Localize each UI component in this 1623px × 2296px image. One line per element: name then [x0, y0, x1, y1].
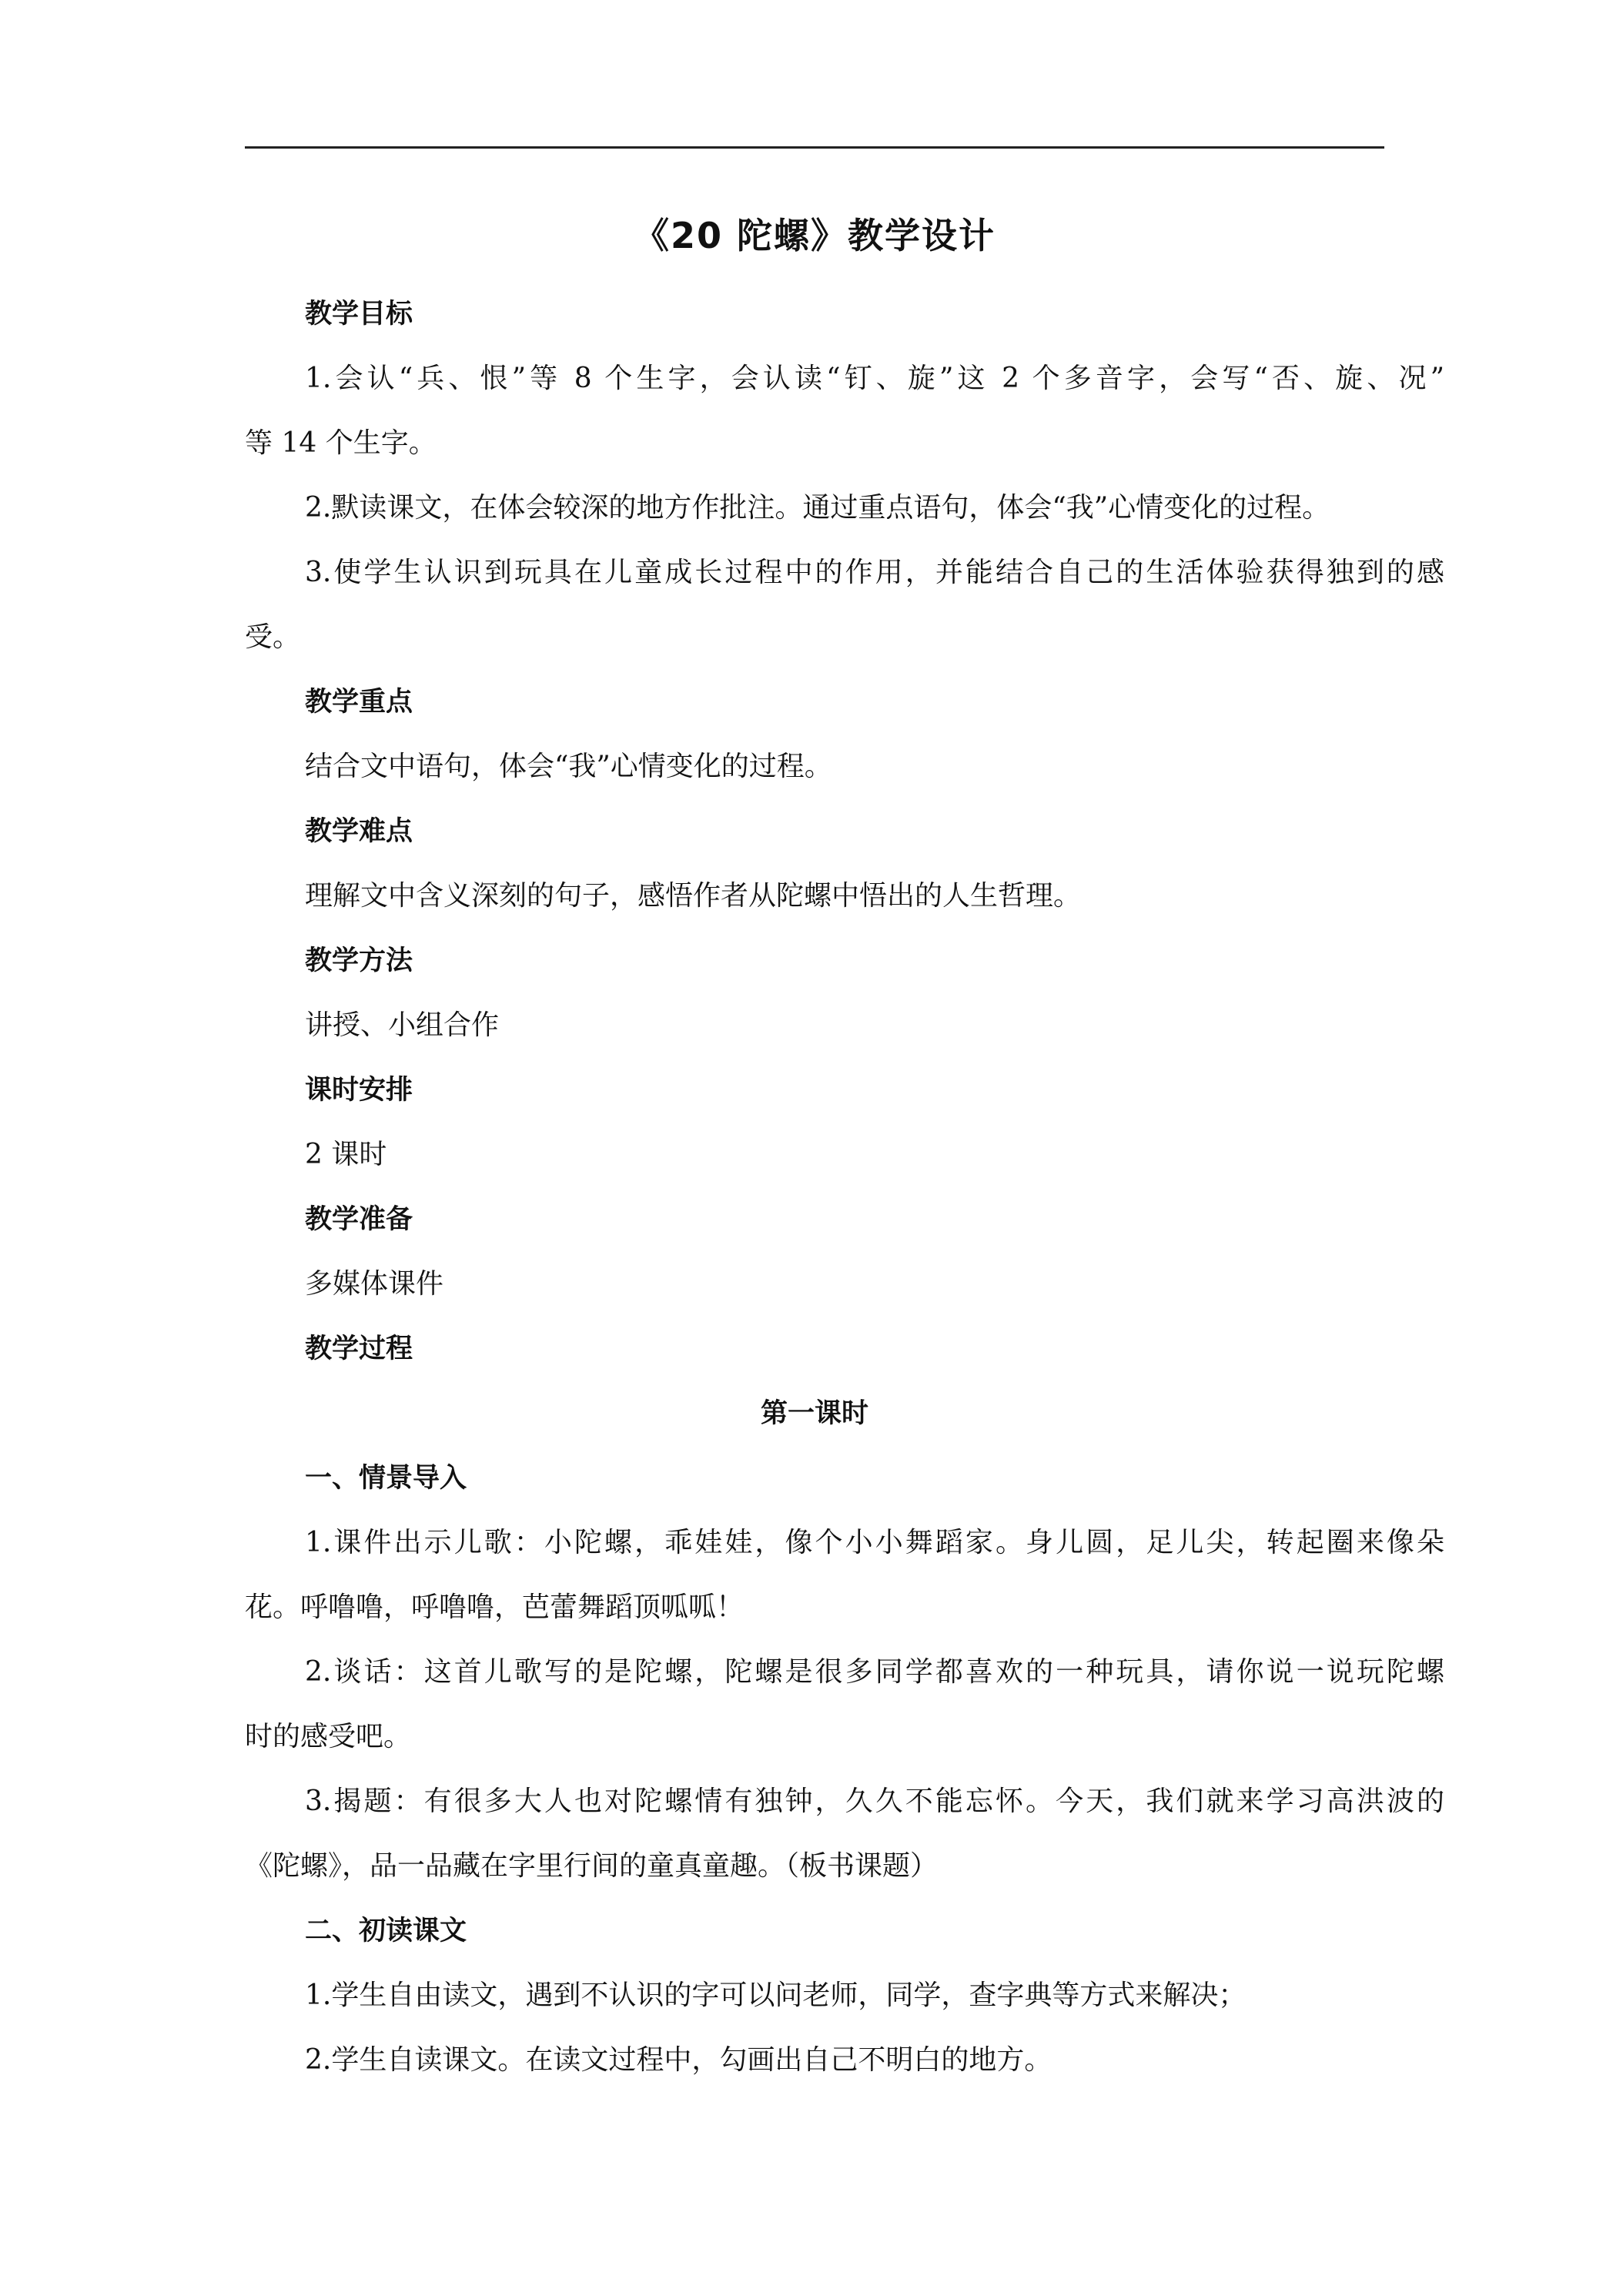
part-1-item-1-line-2: 花。呼噜噜，呼噜噜，芭蕾舞蹈顶呱呱！ — [245, 1591, 745, 1623]
goal-3-line-1: 3.使学生认识到玩具在儿童成长过程中的作用，并能结合自己的生活体验获得独到的感 — [305, 557, 1444, 588]
difficulties-text: 理解文中含义深刻的句子，感悟作者从陀螺中悟出的人生哲理。 — [305, 880, 1082, 912]
section-heading-difficulties: 教学难点 — [305, 816, 413, 847]
methods-text: 讲授、小组合作 — [305, 1009, 500, 1041]
section-heading-key-points: 教学重点 — [305, 687, 413, 718]
header-rule — [245, 146, 1384, 149]
section-heading-schedule: 课时安排 — [305, 1075, 413, 1106]
goal-1-line-2: 等 14 个生字。 — [245, 427, 437, 459]
part-2-heading: 二、初读课文 — [305, 1916, 467, 1946]
goal-3-line-2: 受。 — [245, 621, 301, 653]
document-title: 《20 陀螺》教学设计 — [633, 215, 996, 256]
lesson-1-heading: 第一课时 — [760, 1398, 868, 1429]
part-2-item-1: 1.学生自由读文，遇到不认识的字可以问老师，同学，查字典等方式来解决； — [305, 1980, 1247, 2011]
section-heading-goals: 教学目标 — [305, 299, 413, 330]
part-1-heading: 一、情景导入 — [305, 1463, 467, 1494]
part-1-item-3-line-1: 3.揭题：有很多大人也对陀螺情有独钟，久久不能忘怀。今天，我们就来学习高洪波的 — [305, 1786, 1444, 1817]
key-points-text: 结合文中语句，体会“我”心情变化的过程。 — [305, 751, 832, 782]
part-1-item-1-line-1: 1.课件出示儿歌：小陀螺，乖娃娃，像个小小舞蹈家。身儿圆，足儿尖，转起圈来像朵 — [305, 1527, 1444, 1558]
section-heading-methods: 教学方法 — [305, 946, 413, 976]
part-2-item-2: 2.学生自读课文。在读文过程中，勾画出自己不明白的地方。 — [305, 2044, 1052, 2076]
goal-2: 2.默读课文，在体会较深的地方作批注。通过重点语句，体会“我”心情变化的过程。 — [305, 492, 1330, 524]
preparation-text: 多媒体课件 — [305, 1268, 444, 1300]
goal-1-line-1: 1.会认“兵、恨”等 8 个生字，会认读“钉、旋”这 2 个多音字，会写“否、旋、况” — [305, 363, 1444, 394]
section-heading-process: 教学过程 — [305, 1334, 413, 1364]
section-heading-preparation: 教学准备 — [305, 1204, 413, 1235]
part-1-item-2-line-2: 时的感受吧。 — [245, 1721, 412, 1752]
part-1-item-2-line-1: 2.谈话：这首儿歌写的是陀螺，陀螺是很多同学都喜欢的一种玩具，请你说一说玩陀螺 — [305, 1656, 1444, 1688]
part-1-item-3-line-2: 《陀螺》，品一品藏在字里行间的童真童趣。（板书课题） — [245, 1850, 939, 1882]
schedule-text: 2 课时 — [305, 1139, 387, 1170]
